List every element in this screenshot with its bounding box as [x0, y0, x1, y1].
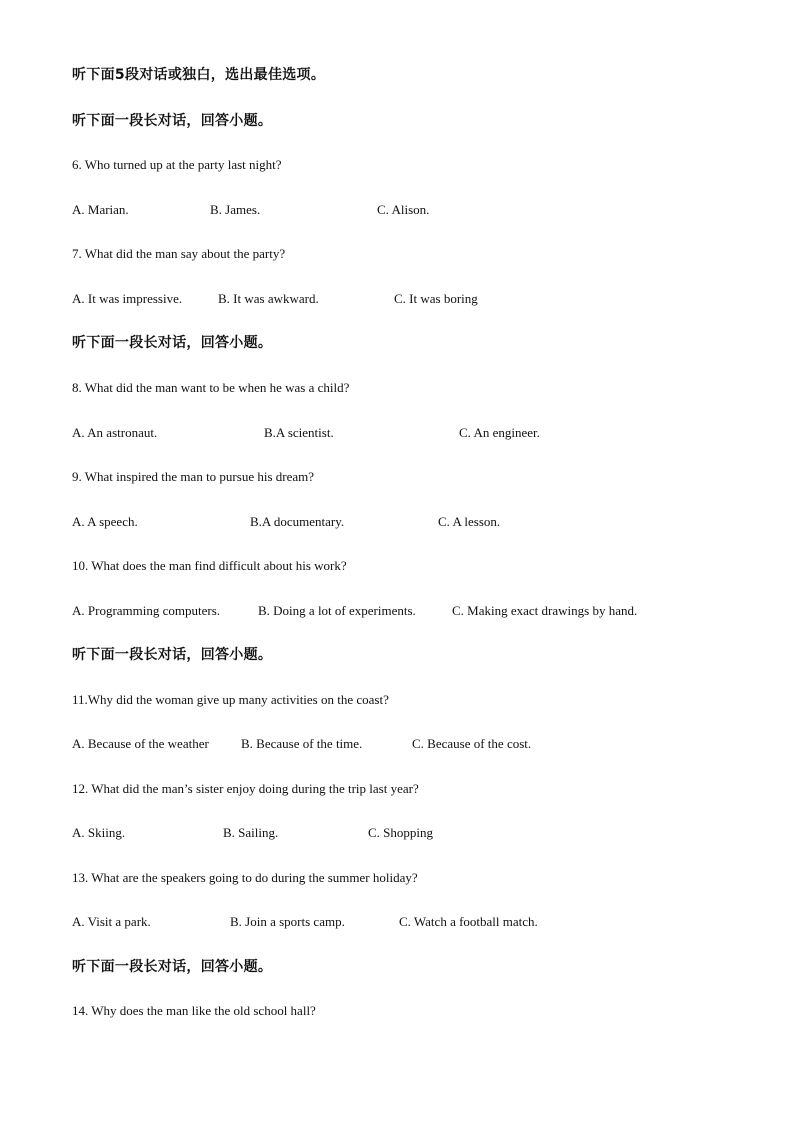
question-13-option-a: A. Visit a park.	[72, 914, 151, 929]
question-6-option-b: B. James.	[210, 202, 261, 217]
question-8-stem: 8. What did the man want to be when he was a child?	[72, 380, 350, 395]
question-9-stem: 9. What inspired the man to pursue his dream?	[72, 469, 315, 484]
section-title: 听下面5段对话或独白，选出最佳选项。	[72, 67, 326, 83]
question-6-option-a: A. Marian.	[72, 202, 129, 217]
group-heading: 听下面一段长对话，回答小题。	[72, 113, 273, 129]
question-13-stem: 13. What are the speakers going to do during the summer holiday?	[72, 870, 418, 885]
question-6-stem: 6. Who turned up at the party last night?	[72, 157, 282, 172]
question-8-option-a: A. An astronaut.	[72, 425, 158, 440]
question-7-option-b: B. It was awkward.	[218, 291, 319, 306]
question-8-option-b: B.A scientist.	[264, 425, 334, 440]
question-13-option-c: C. Watch a football match.	[399, 914, 538, 929]
question-12-option-b: B. Sailing.	[223, 825, 279, 840]
question-10-option-c: C. Making exact drawings by hand.	[452, 603, 638, 618]
question-13-option-b: B. Join a sports camp.	[230, 914, 345, 929]
question-11-option-c: C. Because of the cost.	[412, 736, 532, 751]
question-6-option-c: C. Alison.	[377, 202, 430, 217]
question-12-stem: 12. What did the man’s sister enjoy doing during the trip last year?	[72, 781, 419, 796]
question-9-option-b: B.A documentary.	[250, 514, 345, 529]
group-heading: 听下面一段长对话，回答小题。	[72, 335, 273, 351]
question-8-option-c: C. An engineer.	[459, 425, 540, 440]
question-10-stem: 10. What does the man find difficult about his work?	[72, 558, 347, 573]
question-9-option-a: A. A speech.	[72, 514, 138, 529]
question-7-option-a: A. It was impressive.	[72, 291, 183, 306]
question-11-option-a: A. Because of the weather	[72, 736, 209, 751]
question-7-stem: 7. What did the man say about the party?	[72, 246, 286, 261]
question-7-option-c: C. It was boring	[394, 291, 478, 306]
group-heading: 听下面一段长对话，回答小题。	[72, 647, 273, 663]
question-14-stem: 14. Why does the man like the old school hall?	[72, 1003, 316, 1018]
question-11-stem: 11.Why did the woman give up many activities on the coast?	[72, 692, 389, 707]
question-9-option-c: C. A lesson.	[438, 514, 501, 529]
question-10-option-b: B. Doing a lot of experiments.	[258, 603, 416, 618]
question-10-option-a: A. Programming computers.	[72, 603, 221, 618]
question-12-option-c: C. Shopping	[368, 825, 434, 840]
question-12-option-a: A. Skiing.	[72, 825, 126, 840]
group-heading: 听下面一段长对话，回答小题。	[72, 959, 273, 975]
question-11-option-b: B. Because of the time.	[241, 736, 363, 751]
